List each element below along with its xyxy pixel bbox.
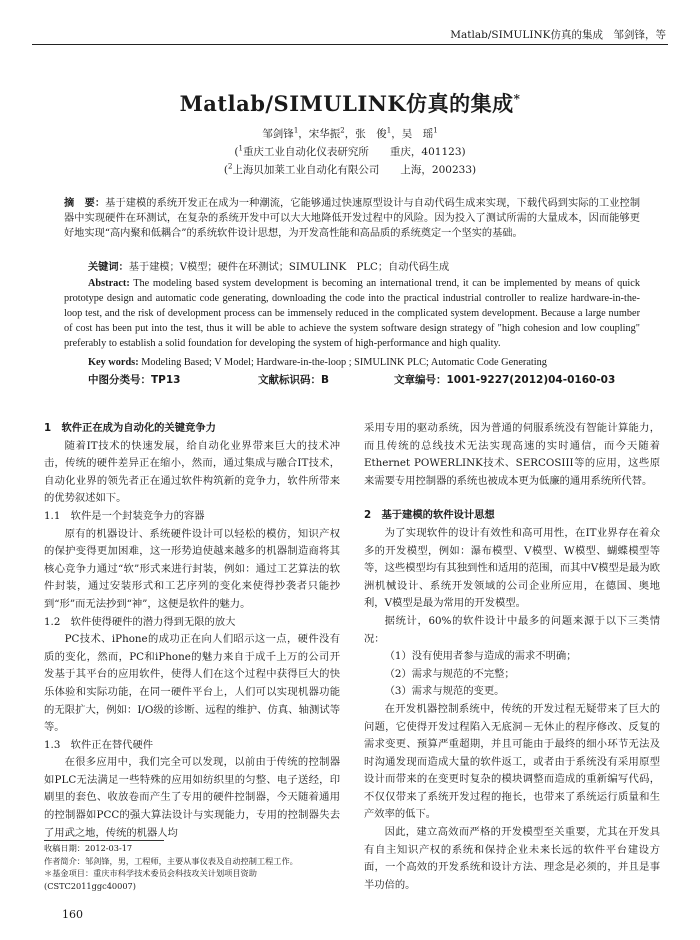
paper-title — [0, 88, 700, 118]
keywords-en-label: Key words: — [88, 357, 139, 368]
affiliation-text: 上海贝加莱工业自动化有限公司 上海，200233 — [232, 164, 473, 176]
paragraph: 采用专用的驱动系统，因为普通的伺服系统没有智能计算能力，而且传统的总线技术无法实现高速的实时通信，而今天随着Ethernet POWERLINK技术、SERCOSIII等的应用，这些原来需要专用控制器的系统也被成本更为低廉的通用系统所代替。 — [364, 422, 660, 487]
subsection-heading: 1.1 软件是一个封装竞争力的容器 — [44, 509, 205, 522]
keywords-label: 关键词： — [88, 262, 129, 273]
author-affiliation: 2 — [340, 126, 345, 135]
keywords-en-text: Modeling Based; V Model; Hardware-in-the-loop ; SIMULINK PLC; Automatic Code Generating — [141, 357, 547, 368]
subsection-heading: 1.2 软件使得硬件的潜力得到无限的放大 — [44, 615, 236, 628]
footnote: ＊基金项目：重庆市科学技术委员会科技攻关计划项目资助(CSTC2011ggc40007) — [44, 868, 257, 891]
affiliation-1: ($^1$重庆工业自动化仪表研究所 重庆，401123) — [234, 144, 466, 158]
author-name: 宋华振 — [308, 128, 341, 140]
article-number: 文章编号：1001-9227(2012)04-0160-03 — [394, 374, 616, 386]
clc-number: 中图分类号：TP13 — [88, 374, 181, 386]
affiliation-text: 重庆工业自动化仪表研究所 重庆，401123 — [242, 146, 462, 158]
section-heading: 1 软件正在成为自动化的关键竞争力 — [44, 422, 216, 434]
chinese-keywords — [88, 260, 640, 275]
author-affiliation: 1 — [386, 126, 392, 135]
paragraph: 随着IT技术的快速发展，给自动化业界带来巨大的技术冲击，传统的硬件差异正在缩小，然而，通过集成与融合IT技术，自动化业界的领先者正在通过软件构筑新的竞争力，软件所带来的优势叙述如下。 — [44, 439, 340, 505]
author-affiliation: 1 — [433, 126, 438, 135]
abstract-text: 基于建模的系统开发正在成为一种潮流，它能够通过快速原型设计与自动代码生成来实现，下载代码到实际的工业控制器中实现硬件在环测试，在复杂的系统开发中可以大大地降低开发过程中的风险。因为投入了测试所需的大量成本，因而能够更好地实现“高内聚和低耦合”的系统软件设计思想，为开发高性能和高品质的系统奠定一个坚实的基础。 — [64, 198, 641, 239]
footnote: 收稿日期：2012-03-17 — [44, 843, 133, 853]
footnote-rule — [44, 840, 164, 841]
author-separator: ， — [298, 128, 309, 140]
list-item: （3）需求与规范的变更。 — [384, 685, 505, 698]
author-name: 张 俊 — [355, 128, 387, 140]
affiliation-num: 1 — [238, 144, 243, 153]
left-column — [44, 420, 340, 842]
running-head: Matlab/SIMULINK仿真的集成 邹剑锋，等 — [450, 29, 666, 41]
chinese-abstract — [64, 196, 640, 241]
abstract-label: 摘 要： — [64, 198, 106, 209]
header-rule — [32, 44, 668, 45]
keywords-text: 基于建模；V模型；硬件在环测试；SIMULINK PLC；自动代码生成 — [128, 262, 450, 273]
footnotes — [44, 842, 344, 892]
paragraph: 因此，建立高效而严格的开发模型至关重要，尤其在开发具有自主知识产权的系统和保持企业未来长远的软件平台建设方面，一个高效的开发系统和设计方法、理念是必须的，并且是事半功倍的。 — [364, 826, 660, 891]
affiliation-2: ($^2$上海贝加莱工业自动化有限公司 上海，200233) — [223, 162, 477, 176]
right-column — [364, 420, 660, 894]
english-keywords — [88, 355, 640, 370]
list-item: （1）没有使用者参与造成的需求不明确； — [384, 650, 577, 663]
affiliation-num: 2 — [227, 162, 233, 171]
paragraph: 在开发机器控制系统中，传统的开发过程无疑带来了巨大的问题，它使得开发过程陷入无底洞－无休止的程序修改、反复的需求变更、预算严重超期，并且可能由于最终的细小环节无法及时沟通发现而造成大量的软件返工，或者由于系统没有采用原型设计而带来的在变更时复杂的模块调整而造成的重新编写代码，不仅仅带来了系统开发过程的拖长，也带来了系统运行质量和生产效率的低下。 — [364, 702, 660, 821]
author-separator: ， — [391, 128, 402, 140]
page-number: 160 — [62, 908, 83, 921]
paragraph: 为了实现软件的设计有效性和高可用性，在IT业界存在着众多的开发模型，例如：瀑布模型、V模型、W模型、蝴蝶模型等等，这些模型均有其独到性和适用的范围，而其中V模型是最为欧洲机械设计、系统开发领域的公司企业所应用，在德国、奥地利，V模型是最为常用的开发模型。 — [364, 526, 660, 610]
abstract-en-text: The modeling based system development is becoming an international trend, it can be implemented by means of quick prototype design and automatic code generating, downloading the code into the practical industrial controller to realize hardware-in-the-loop test, and the risk of development process can be immensely reduced in the complicated system development. Because a large number of cost has been put into the test, thus it will be able to achieve the system software design strategy of "high cohesion and low coupling" preferably to establish a solid foundation for developing the system of high-performance and high quality. — [64, 278, 641, 349]
section-gap — [364, 490, 660, 507]
paragraph: 在很多应用中，我们完全可以发现，以前由于传统的控制器如PLC无法满足一些特殊的应用如纺织里的匀整、电子送经，印刷里的套色、收放卷而产生了专用的硬件控制器，今天随着通用的控制器如PCC的强大算法设计与实现能力，专用的控制器失去了用武之地，传统的机器人均 — [44, 756, 340, 839]
footnote: 作者简介：邹剑锋，男，工程师，主要从事仪表及自动控制工程工作。 — [44, 855, 298, 866]
abstract-en-label: Abstract: — [88, 278, 130, 289]
paragraph: 据统计，60%的软件设计中最多的问题来源于以下三类情况： — [364, 614, 660, 645]
paragraph: 原有的机器设计、系统硬件设计可以轻松的模仿，知识产权的保护变得更加困难，这一形势迫使越来越多的机器制造商将其核心竞争力通过“软”形式来进行封装，例如：通过工艺算法的软件封装，通过安装形式和工艺序列的变化来使得抄袭者只能抄到“形”而无法抄到“神”，这便是软件的魅力。 — [44, 527, 340, 610]
document-code: 文献标识码：B — [258, 374, 330, 386]
title-footnote-mark: * — [513, 92, 521, 106]
section-heading: 2 基于建模的软件设计思想 — [364, 509, 495, 522]
english-abstract — [64, 276, 640, 351]
author-name: 吴 瑶 — [401, 128, 434, 140]
author-name: 邹剑锋 — [262, 128, 294, 140]
list-item: （2）需求与规范的不完整； — [384, 667, 515, 680]
title-text: Matlab/SIMULINK仿真的集成 — [179, 91, 514, 116]
paragraph: PC技术、iPhone的成功正在向人们昭示这一点，硬件没有质的变化，然而，PC和iPhone的魅力来自于成千上万的公司开发基于其平台的应用软件，使得人们在这个过程中获得巨大的快乐体验和实际功能，在同一硬件平台上，人们可以实现机器功能的无限扩大，例如：I/O级的诊断、远程的维护、仿真、轴测试等等。 — [44, 633, 340, 734]
subsection-heading: 1.3 软件正在替代硬件 — [44, 738, 154, 751]
author-affiliation: 1 — [293, 126, 299, 135]
author-separator: ， — [344, 128, 356, 140]
author-line — [0, 126, 700, 141]
